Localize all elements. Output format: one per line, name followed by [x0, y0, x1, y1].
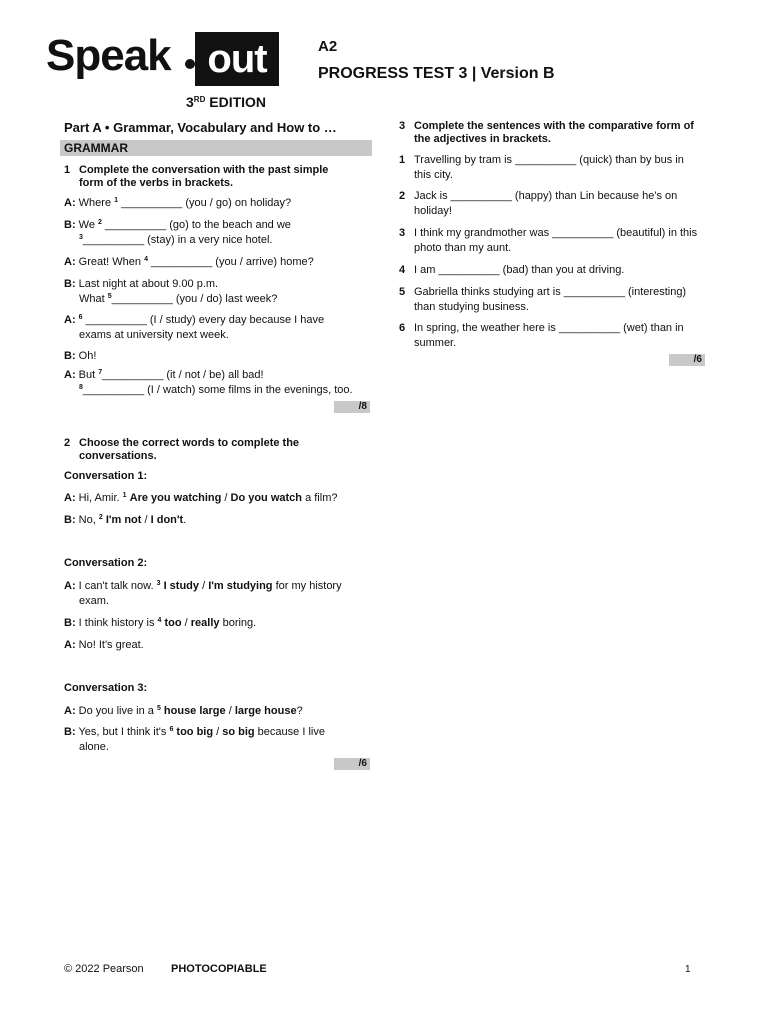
q3-instruction: 3 Complete the sentences with the comparative form of the adjectives in brackets. [399, 120, 694, 145]
level-label: A2 [318, 38, 338, 55]
q3-item-1: 1 Travelling by tram is __________ (quick) than by bus in this city. [399, 154, 684, 181]
logo-speak: Speak [46, 31, 171, 80]
test-title: PROGRESS TEST 3 | Version B [318, 65, 555, 82]
q1-instruction: 1 Complete the conversation with the past simple form of the verbs in brackets. [64, 164, 329, 189]
q3-item-4: 4 I am __________ (bad) than you at driving. [399, 264, 625, 276]
q3-item-5: 5 Gabriella thinks studying art is __________ (interesting) than studying business. [399, 286, 687, 313]
page-number: 1 [685, 964, 691, 975]
q2-score: /6 [334, 758, 370, 770]
q2-c2-line-2: B: I think history is $^4$ too / really boring. [64, 617, 257, 629]
q2-c2-line-3: A: No! It's great. [64, 639, 144, 651]
q1-line-2: B: We $^2$ __________ (go) to the beach and we $^3$__________ (stay) in a very nice hotel. [64, 219, 291, 246]
q2-instruction: 2 Choose the correct words to complete the conversations. [64, 437, 300, 462]
q2-c1-line-2: B: No, $^2$ I'm not / I don't. [64, 514, 187, 526]
conversation-1-label: Conversation 1: [64, 470, 148, 482]
conversation-2-label: Conversation 2: [64, 557, 148, 569]
logo-edition: 3RD EDITION [186, 94, 267, 110]
q2-c3-line-2: B: Yes, but I think it's $^6$ too big / so big because I live alone. [64, 726, 325, 753]
q2-c2-line-1: A: I can't talk now. $^3$ I study / I'm studying for my history exam. [64, 580, 342, 607]
footer-photocopiable: PHOTOCOPIABLE [171, 963, 267, 975]
q1-line-1: A: Where $^1$ __________ (you / go) on holiday? [64, 197, 292, 209]
q2-c1-line-1: A: Hi, Amir. $^1$ Are you watching / Do you watch a film? [64, 492, 338, 504]
q1-score: /8 [334, 401, 370, 413]
q3-score: /6 [669, 354, 705, 366]
part-title: Part A • Grammar, Vocabulary and How to … [64, 120, 337, 135]
q1-line-6: B: Oh! [64, 350, 97, 362]
conversation-3-label: Conversation 3: [64, 682, 148, 694]
section-heading: GRAMMAR [60, 140, 372, 156]
q2-c3-line-1: A: Do you live in a $^5$ house large / large house? [64, 705, 303, 717]
q3-item-2: 2 Jack is __________ (happy) than Lin because he's on holiday! [399, 190, 678, 217]
q1-line-5: A: $^6$ __________ (I / study) every day because I have exams at university next week. [64, 314, 325, 341]
logo-out: out [195, 32, 279, 86]
q3-item-3: 3 I think my grandmother was __________ (beautiful) in this photo than my aunt. [399, 227, 698, 254]
q3-item-6: 6 In spring, the weather here is __________ (wet) than in summer. [399, 322, 684, 349]
q1-line-7: A: But $^7$__________ (it / not / be) all bad! $^8$__________ (I / watch) some films in the evenings, too. [64, 369, 353, 396]
q1-line-3: A: Great! When $^4$ __________ (you / arrive) home? [64, 256, 314, 268]
q1-line-4: B: Last night at about 9.00 p.m. What $^5$__________ (you / do) last week? [64, 278, 278, 305]
footer-copyright: © 2022 Pearson [64, 963, 144, 975]
logo-dot [185, 59, 195, 69]
